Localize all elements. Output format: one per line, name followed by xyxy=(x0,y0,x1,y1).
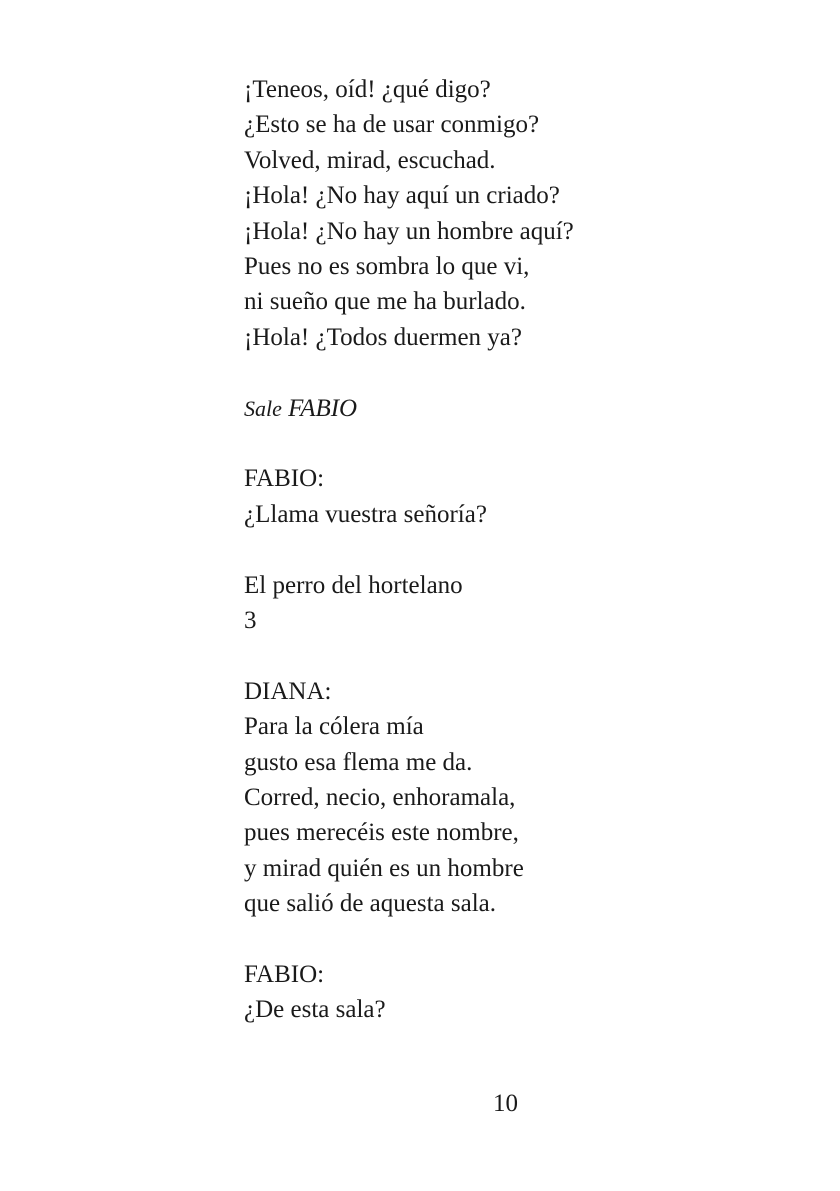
verse-line: ¡Hola! ¿No hay aquí un criado? xyxy=(244,182,560,210)
verse-line: ¿Esto se ha de usar conmigo? xyxy=(244,111,540,139)
running-header-number: 3 xyxy=(244,607,257,635)
verse-line: ¡Teneos, oíd! ¿qué digo? xyxy=(244,76,491,103)
verse-line: ¡Hola! ¿Todos duermen ya? xyxy=(244,323,523,351)
stanza-gap xyxy=(244,638,804,673)
stage-direction-verb: Sale xyxy=(244,395,282,421)
stanza-gap xyxy=(244,355,804,390)
verse-line: Pues no es sombra lo que vi, xyxy=(244,253,530,281)
verse-block xyxy=(244,72,804,355)
speaker-name: FABIO: xyxy=(244,465,325,493)
speech-line: Para la cólera mía xyxy=(244,713,424,741)
speech-fabio xyxy=(244,461,804,532)
stage-direction xyxy=(244,391,804,426)
stanza-gap xyxy=(244,532,804,567)
page-content xyxy=(244,72,804,1028)
speaker-name: DIANA: xyxy=(244,677,332,705)
stanza-gap xyxy=(244,426,804,461)
speech-line: gusto esa flema me da. xyxy=(244,748,473,776)
page-number: 10 xyxy=(493,1090,518,1117)
speech-line: Corred, necio, enhoramala, xyxy=(244,784,516,812)
stanza-gap xyxy=(244,922,804,957)
speech-diana xyxy=(244,674,804,922)
verse-line: Volved, mirad, escuchad. xyxy=(244,146,496,174)
running-header-title: El perro del hortelano xyxy=(244,571,463,599)
speaker-name: FABIO: xyxy=(244,961,325,989)
speech-line: que salió de aquesta sala. xyxy=(244,890,496,918)
verse-line: ni sueño que me ha burlado. xyxy=(244,288,526,316)
running-header xyxy=(244,568,804,639)
stage-direction-name: FABIO xyxy=(288,394,358,422)
speech-line: pues merecéis este nombre, xyxy=(244,819,519,847)
speech-fabio xyxy=(244,957,804,1028)
speech-line: ¿De esta sala? xyxy=(244,996,386,1024)
verse-line: ¡Hola! ¿No hay un hombre aquí? xyxy=(244,217,574,245)
speech-line: ¿Llama vuestra señoría? xyxy=(244,500,487,528)
speech-line: y mirad quién es un hombre xyxy=(244,854,524,882)
